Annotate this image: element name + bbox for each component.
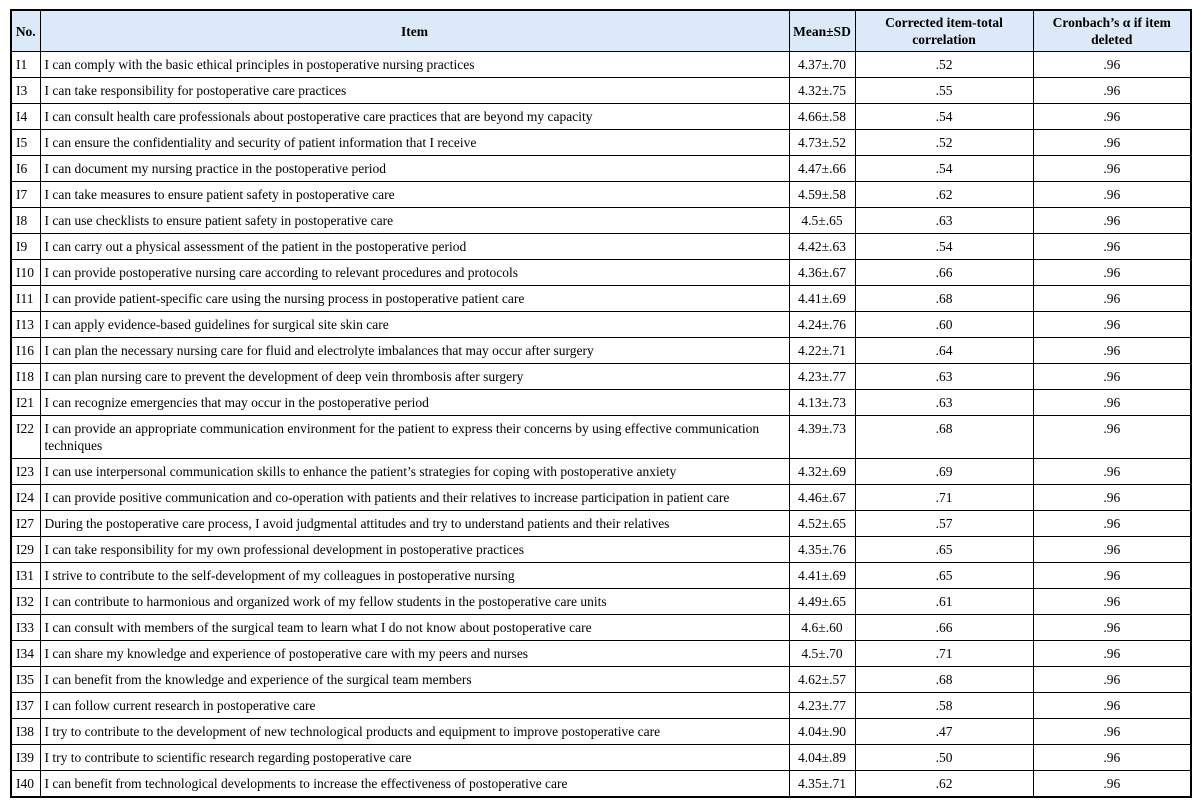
- table-row: [11, 130, 1191, 156]
- table-row: [11, 182, 1191, 208]
- item-text-cell: I can comply with the basic ethical principles in postoperative nursing practices: [40, 52, 789, 78]
- item-no-cell: I7: [11, 182, 40, 208]
- item-text-cell: I can use checklists to ensure patient safety in postoperative care: [40, 208, 789, 234]
- mean-sd-cell: 4.41±.69: [789, 563, 855, 589]
- mean-sd-cell: 4.37±.70: [789, 52, 855, 78]
- corrected-item-total-correlation-cell: .63: [855, 364, 1033, 390]
- table-row: [11, 312, 1191, 338]
- item-no-cell: I18: [11, 364, 40, 390]
- item-text-cell: I can recognize emergencies that may occur in the postoperative period: [40, 390, 789, 416]
- item-text-cell: During the postoperative care process, I avoid judgmental attitudes and try to understand patients and their relatives: [40, 511, 789, 537]
- corrected-item-total-correlation-cell: .71: [855, 485, 1033, 511]
- item-text-cell: I can take responsibility for postoperative care practices: [40, 78, 789, 104]
- mean-sd-cell: 4.24±.76: [789, 312, 855, 338]
- cronbachs-alpha-cell: .96: [1033, 234, 1191, 260]
- cronbachs-alpha-cell: .96: [1033, 745, 1191, 771]
- corrected-item-total-correlation-cell: .71: [855, 641, 1033, 667]
- item-no-cell: I10: [11, 260, 40, 286]
- table-row: [11, 485, 1191, 511]
- corrected-item-total-correlation-cell: .55: [855, 78, 1033, 104]
- corrected-item-total-correlation-cell: .65: [855, 537, 1033, 563]
- corrected-item-total-correlation-cell: .54: [855, 156, 1033, 182]
- table-row: [11, 589, 1191, 615]
- cronbachs-alpha-cell: .96: [1033, 364, 1191, 390]
- item-no-cell: I23: [11, 459, 40, 485]
- item-text-cell: I try to contribute to scientific research regarding postoperative care: [40, 745, 789, 771]
- cronbachs-alpha-cell: .96: [1033, 78, 1191, 104]
- item-no-cell: I35: [11, 667, 40, 693]
- item-text-cell: I can apply evidence-based guidelines for surgical site skin care: [40, 312, 789, 338]
- mean-sd-cell: 4.39±.73: [789, 416, 855, 459]
- item-no-cell: I11: [11, 286, 40, 312]
- mean-sd-cell: 4.62±.57: [789, 667, 855, 693]
- table-row: [11, 156, 1191, 182]
- item-no-cell: I13: [11, 312, 40, 338]
- corrected-item-total-correlation-cell: .60: [855, 312, 1033, 338]
- table-header-row: [11, 10, 1191, 52]
- item-no-cell: I34: [11, 641, 40, 667]
- mean-sd-cell: 4.59±.58: [789, 182, 855, 208]
- table-row: [11, 615, 1191, 641]
- mean-sd-cell: 4.41±.69: [789, 286, 855, 312]
- column-header-corrected-item-total-correlation: Corrected item-total correlation: [855, 10, 1033, 52]
- corrected-item-total-correlation-cell: .66: [855, 615, 1033, 641]
- item-text-cell: I can ensure the confidentiality and security of patient information that I receive: [40, 130, 789, 156]
- mean-sd-cell: 4.66±.58: [789, 104, 855, 130]
- item-text-cell: I can provide patient-specific care using the nursing process in postoperative patient care: [40, 286, 789, 312]
- item-no-cell: I40: [11, 771, 40, 798]
- cronbachs-alpha-cell: .96: [1033, 156, 1191, 182]
- item-no-cell: I1: [11, 52, 40, 78]
- table-row: [11, 416, 1191, 459]
- column-header-no: No.: [11, 10, 40, 52]
- item-no-cell: I6: [11, 156, 40, 182]
- cronbachs-alpha-cell: .96: [1033, 390, 1191, 416]
- mean-sd-cell: 4.04±.90: [789, 719, 855, 745]
- item-text-cell: I can take measures to ensure patient safety in postoperative care: [40, 182, 789, 208]
- cronbachs-alpha-cell: .96: [1033, 338, 1191, 364]
- corrected-item-total-correlation-cell: .63: [855, 208, 1033, 234]
- cronbachs-alpha-cell: .96: [1033, 286, 1191, 312]
- cronbachs-alpha-cell: .96: [1033, 416, 1191, 459]
- corrected-item-total-correlation-cell: .68: [855, 286, 1033, 312]
- table-row: [11, 208, 1191, 234]
- corrected-item-total-correlation-cell: .62: [855, 182, 1033, 208]
- table-row: [11, 563, 1191, 589]
- mean-sd-cell: 4.42±.63: [789, 234, 855, 260]
- mean-sd-cell: 4.52±.65: [789, 511, 855, 537]
- item-no-cell: I24: [11, 485, 40, 511]
- cronbachs-alpha-cell: .96: [1033, 208, 1191, 234]
- table-row: [11, 338, 1191, 364]
- cronbachs-alpha-cell: .96: [1033, 563, 1191, 589]
- cronbachs-alpha-cell: .96: [1033, 537, 1191, 563]
- cronbachs-alpha-cell: .96: [1033, 771, 1191, 798]
- mean-sd-cell: 4.73±.52: [789, 130, 855, 156]
- mean-sd-cell: 4.35±.71: [789, 771, 855, 798]
- item-no-cell: I38: [11, 719, 40, 745]
- column-header-cronbachs-alpha-if-item-deleted: Cronbach’s α if item deleted: [1033, 10, 1191, 52]
- item-no-cell: I33: [11, 615, 40, 641]
- corrected-item-total-correlation-cell: .50: [855, 745, 1033, 771]
- corrected-item-total-correlation-cell: .52: [855, 52, 1033, 78]
- cronbachs-alpha-cell: .96: [1033, 182, 1191, 208]
- column-header-mean-sd: Mean±SD: [789, 10, 855, 52]
- table-row: [11, 78, 1191, 104]
- item-no-cell: I5: [11, 130, 40, 156]
- item-no-cell: I8: [11, 208, 40, 234]
- cronbachs-alpha-cell: .96: [1033, 667, 1191, 693]
- cronbachs-alpha-cell: .96: [1033, 104, 1191, 130]
- corrected-item-total-correlation-cell: .63: [855, 390, 1033, 416]
- column-header-item: Item: [40, 10, 789, 52]
- mean-sd-cell: 4.23±.77: [789, 364, 855, 390]
- corrected-item-total-correlation-cell: .54: [855, 104, 1033, 130]
- corrected-item-total-correlation-cell: .61: [855, 589, 1033, 615]
- item-text-cell: I can follow current research in postoperative care: [40, 693, 789, 719]
- corrected-item-total-correlation-cell: .62: [855, 771, 1033, 798]
- item-text-cell: I can plan nursing care to prevent the development of deep vein thrombosis after surgery: [40, 364, 789, 390]
- cronbachs-alpha-cell: .96: [1033, 52, 1191, 78]
- item-text-cell: I can document my nursing practice in the postoperative period: [40, 156, 789, 182]
- corrected-item-total-correlation-cell: .69: [855, 459, 1033, 485]
- table-row: [11, 260, 1191, 286]
- item-no-cell: I22: [11, 416, 40, 459]
- item-no-cell: I39: [11, 745, 40, 771]
- cronbachs-alpha-cell: .96: [1033, 260, 1191, 286]
- table-row: [11, 745, 1191, 771]
- corrected-item-total-correlation-cell: .65: [855, 563, 1033, 589]
- item-no-cell: I27: [11, 511, 40, 537]
- cronbachs-alpha-cell: .96: [1033, 459, 1191, 485]
- corrected-item-total-correlation-cell: .52: [855, 130, 1033, 156]
- mean-sd-cell: 4.32±.69: [789, 459, 855, 485]
- table-row: [11, 286, 1191, 312]
- item-no-cell: I37: [11, 693, 40, 719]
- corrected-item-total-correlation-cell: .58: [855, 693, 1033, 719]
- item-text-cell: I can provide postoperative nursing care according to relevant procedures and protocols: [40, 260, 789, 286]
- mean-sd-cell: 4.35±.76: [789, 537, 855, 563]
- cronbachs-alpha-cell: .96: [1033, 511, 1191, 537]
- cronbachs-alpha-cell: .96: [1033, 615, 1191, 641]
- table-row: [11, 693, 1191, 719]
- item-text-cell: I can consult with members of the surgical team to learn what I do not know about postoperative care: [40, 615, 789, 641]
- mean-sd-cell: 4.23±.77: [789, 693, 855, 719]
- cronbachs-alpha-cell: .96: [1033, 589, 1191, 615]
- item-text-cell: I can plan the necessary nursing care for fluid and electrolyte imbalances that may occur after surgery: [40, 338, 789, 364]
- cronbachs-alpha-cell: .96: [1033, 719, 1191, 745]
- cronbachs-alpha-cell: .96: [1033, 641, 1191, 667]
- item-no-cell: I4: [11, 104, 40, 130]
- item-text-cell: I can take responsibility for my own professional development in postoperative practices: [40, 537, 789, 563]
- corrected-item-total-correlation-cell: .66: [855, 260, 1033, 286]
- item-text-cell: I can contribute to harmonious and organized work of my fellow students in the postoperative care units: [40, 589, 789, 615]
- table-row: [11, 52, 1191, 78]
- mean-sd-cell: 4.49±.65: [789, 589, 855, 615]
- item-text-cell: I can consult health care professionals about postoperative care practices that are beyond my capacity: [40, 104, 789, 130]
- cronbachs-alpha-cell: .96: [1033, 130, 1191, 156]
- corrected-item-total-correlation-cell: .68: [855, 416, 1033, 459]
- item-no-cell: I32: [11, 589, 40, 615]
- item-text-cell: I can provide an appropriate communication environment for the patient to express their concerns by using effective communication techniques: [40, 416, 789, 459]
- table-row: [11, 719, 1191, 745]
- corrected-item-total-correlation-cell: .57: [855, 511, 1033, 537]
- item-no-cell: I3: [11, 78, 40, 104]
- table-row: [11, 104, 1191, 130]
- table-row: [11, 537, 1191, 563]
- corrected-item-total-correlation-cell: .54: [855, 234, 1033, 260]
- mean-sd-cell: 4.6±.60: [789, 615, 855, 641]
- item-text-cell: I can provide positive communication and co-operation with patients and their relatives to increase participation in patient care: [40, 485, 789, 511]
- item-no-cell: I31: [11, 563, 40, 589]
- table-row: [11, 390, 1191, 416]
- table-row: [11, 641, 1191, 667]
- item-no-cell: I16: [11, 338, 40, 364]
- mean-sd-cell: 4.22±.71: [789, 338, 855, 364]
- table-row: [11, 771, 1191, 798]
- mean-sd-cell: 4.46±.67: [789, 485, 855, 511]
- mean-sd-cell: 4.36±.67: [789, 260, 855, 286]
- mean-sd-cell: 4.47±.66: [789, 156, 855, 182]
- corrected-item-total-correlation-cell: .64: [855, 338, 1033, 364]
- table-row: [11, 459, 1191, 485]
- mean-sd-cell: 4.13±.73: [789, 390, 855, 416]
- item-text-cell: I can benefit from the knowledge and experience of the surgical team members: [40, 667, 789, 693]
- item-no-cell: I29: [11, 537, 40, 563]
- cronbachs-alpha-cell: .96: [1033, 693, 1191, 719]
- item-analysis-table: [10, 9, 1192, 798]
- cronbachs-alpha-cell: .96: [1033, 312, 1191, 338]
- table-row: [11, 234, 1191, 260]
- item-no-cell: I21: [11, 390, 40, 416]
- item-text-cell: I try to contribute to the development of new technological products and equipment to improve postoperative care: [40, 719, 789, 745]
- corrected-item-total-correlation-cell: .47: [855, 719, 1033, 745]
- item-no-cell: I9: [11, 234, 40, 260]
- mean-sd-cell: 4.04±.89: [789, 745, 855, 771]
- item-text-cell: I can carry out a physical assessment of the patient in the postoperative period: [40, 234, 789, 260]
- item-text-cell: I can benefit from technological developments to increase the effectiveness of postoperative care: [40, 771, 789, 798]
- table-row: [11, 511, 1191, 537]
- mean-sd-cell: 4.32±.75: [789, 78, 855, 104]
- item-text-cell: I strive to contribute to the self-development of my colleagues in postoperative nursing: [40, 563, 789, 589]
- corrected-item-total-correlation-cell: .68: [855, 667, 1033, 693]
- table-row: [11, 667, 1191, 693]
- mean-sd-cell: 4.5±.70: [789, 641, 855, 667]
- item-text-cell: I can use interpersonal communication skills to enhance the patient’s strategies for coping with postoperative anxiety: [40, 459, 789, 485]
- mean-sd-cell: 4.5±.65: [789, 208, 855, 234]
- item-text-cell: I can share my knowledge and experience of postoperative care with my peers and nurses: [40, 641, 789, 667]
- cronbachs-alpha-cell: .96: [1033, 485, 1191, 511]
- table-row: [11, 364, 1191, 390]
